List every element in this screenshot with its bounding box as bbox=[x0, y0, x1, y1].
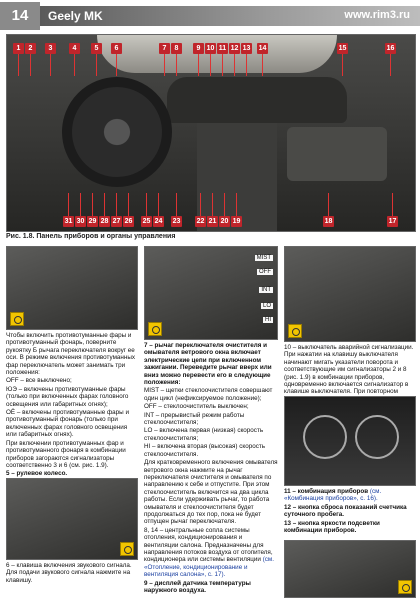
page-number: 14 bbox=[0, 2, 40, 30]
leader-line bbox=[80, 193, 81, 216]
glovebox bbox=[287, 127, 387, 181]
callout-29: 29 bbox=[88, 218, 97, 225]
para-fog-off: OFF – все выключено; bbox=[6, 377, 72, 385]
callout-20: 20 bbox=[220, 218, 229, 225]
callout-18: 18 bbox=[324, 218, 333, 225]
callout-28: 28 bbox=[100, 218, 109, 225]
leader-line bbox=[236, 193, 237, 216]
callout-1: 1 bbox=[13, 43, 24, 54]
para-fog-indicators: При включении противотуманных фар и противотуманного фонаря в комбинации приборов загораются сигнализаторы соответственно 3 и 6 (см. рис. 1.9). bbox=[6, 439, 126, 469]
para-vents bbox=[144, 527, 278, 579]
label-hi: HI bbox=[265, 317, 271, 323]
leader-line bbox=[68, 193, 69, 216]
leader-line bbox=[262, 54, 263, 76]
para-wiper-hi: HI – включена вторая (высокая) скорость стеклоочистителя. bbox=[144, 443, 266, 458]
callout-4: 4 bbox=[69, 43, 80, 54]
cluster-link[interactable]: (см. «Комбинация приборов», с. 16). bbox=[284, 488, 382, 503]
label-lo: LO bbox=[262, 303, 271, 309]
leader-line bbox=[234, 54, 235, 76]
leader-line bbox=[222, 54, 223, 76]
para-wiper-int: INT – прерывистый режим работы стеклоочистителя; bbox=[144, 411, 245, 427]
leader-line bbox=[198, 54, 199, 76]
leader-line bbox=[176, 54, 177, 76]
para-wiper-lever: 7 – рычаг переключателя очистителя и омывателя ветрового окна включает электрические цепи при включенном зажигании. Переведите рычаг вверх или вниз можно перевести его в следующие положения: bbox=[144, 342, 272, 387]
fog-light-switch-photo bbox=[6, 246, 138, 330]
center-console bbox=[197, 123, 277, 231]
callout-14: 14 bbox=[258, 45, 267, 52]
para-trip-reset: 12 – кнопка сброса показаний счетчика суточного пробега. bbox=[284, 503, 407, 519]
speedometer-gauge bbox=[355, 415, 399, 459]
callout-2: 2 bbox=[25, 43, 36, 54]
camera-icon bbox=[148, 322, 162, 336]
camera-icon bbox=[10, 312, 24, 326]
vents-link[interactable]: (см. «Отопление, кондиционирование и вентиляция салона», с. 17). bbox=[144, 556, 275, 579]
windshield bbox=[97, 35, 337, 73]
steering-wheel bbox=[62, 77, 172, 187]
para-washer: Для кратковременного включения омывателя ветрового окна нажмите на рычаг переключателя очистителя и омывателя по направлению к себе и отпустите. При этом стеклоочиститель включится на два цикла работы. Если удерживать рычаг, то работа омывателя и стеклоочистителя будет продолжаться до тех пор, пока не будет отпущен рычаг переключателя. bbox=[144, 459, 278, 526]
callout-12: 12 bbox=[230, 45, 239, 52]
callout-19: 19 bbox=[232, 218, 241, 225]
figure-caption: Рис. 1.8. Панель приборов и органы управления bbox=[6, 233, 176, 240]
label-int: INT bbox=[261, 287, 271, 293]
leader-line bbox=[104, 193, 105, 216]
para-fog-2: ОЁ – включены противотуманные фары и противотуманный фонарь (только при включенных фарах головного освещения или габаритных огнях). bbox=[6, 409, 129, 439]
text-column-3b bbox=[284, 488, 416, 535]
callout-21: 21 bbox=[208, 218, 217, 225]
para-steering-wheel: 5 – рулевое колесо. bbox=[6, 470, 68, 478]
leader-line bbox=[246, 54, 247, 76]
leader-line bbox=[164, 54, 165, 76]
dashboard-panel bbox=[167, 77, 347, 123]
para-fog-intro: Чтобы включить противотуманные фары и противотуманный фонарь, поверните рукоятку Б рычага переключателя вокруг ее оси. В режиме включения противотуманных фар переключатель может занимать три положения: bbox=[6, 332, 136, 377]
leader-line bbox=[200, 193, 201, 216]
leader-line bbox=[392, 193, 393, 216]
callout-27: 27 bbox=[112, 218, 121, 225]
callout-23: 23 bbox=[172, 218, 181, 225]
leader-line bbox=[74, 54, 75, 76]
callout-15: 15 bbox=[338, 45, 347, 52]
book-title: Geely MK bbox=[48, 9, 103, 23]
callout-30: 30 bbox=[76, 218, 85, 225]
para-temp-display: 9 – дисплей датчика температуры наружного воздуха. bbox=[144, 579, 251, 594]
text-column-1 bbox=[6, 332, 138, 479]
dashboard-photo bbox=[6, 34, 416, 232]
site-url: www.rim3.ru bbox=[344, 9, 410, 21]
camera-icon bbox=[120, 542, 134, 556]
leader-line bbox=[390, 54, 391, 76]
callout-22: 22 bbox=[196, 218, 205, 225]
callout-25: 25 bbox=[142, 218, 151, 225]
callout-31: 31 bbox=[64, 218, 73, 225]
callout-24: 24 bbox=[154, 218, 163, 225]
tachometer-gauge bbox=[303, 415, 347, 459]
camera-icon bbox=[288, 324, 302, 338]
callout-6: 6 bbox=[111, 43, 122, 54]
leader-line bbox=[30, 54, 31, 76]
label-off: OFF bbox=[259, 269, 271, 275]
hazard-switch-photo bbox=[284, 246, 416, 342]
text-column-2 bbox=[144, 342, 278, 595]
para-fog-1: ЮЭ – включены противотуманные фары (только при включенных фарах головного освещения или габаритных огнях); bbox=[6, 385, 129, 408]
callout-3: 3 bbox=[45, 43, 56, 54]
callout-9: 9 bbox=[193, 43, 204, 54]
callout-10: 10 bbox=[206, 45, 215, 52]
leader-line bbox=[176, 193, 177, 216]
para-wiper-mist: MIST – щетки стеклоочистителя совершают один цикл (нефиксируемое положение); bbox=[144, 387, 273, 402]
leader-line bbox=[146, 193, 147, 216]
leader-line bbox=[50, 54, 51, 76]
buttons-photo bbox=[284, 540, 416, 598]
cluster-text: 11 – комбинация приборов bbox=[284, 488, 369, 495]
vents-text: 8, 14 – центральные сопла системы отопления, кондиционирования и вентиляции салона. Предназначены для направления потоков воздуха от отопителя, кондиционера или системы вентиляции bbox=[144, 526, 273, 564]
para-horn: 6 – клавиша включения звукового сигнала. Для подачи звукового сигнала нажмите на клавишу. bbox=[6, 562, 132, 584]
leader-line bbox=[210, 54, 211, 76]
leader-line bbox=[116, 54, 117, 76]
leader-line bbox=[328, 193, 329, 216]
callout-11: 11 bbox=[218, 45, 227, 52]
leader-line bbox=[342, 54, 343, 76]
para-brightness: 13 – кнопка яркости подсветки комбинации приборов. bbox=[284, 519, 380, 535]
para-cluster bbox=[284, 488, 416, 503]
callout-7: 7 bbox=[159, 43, 170, 54]
para-hazard: 10 – выключатель аварийной сигнализации. При нажатии на клавишу выключателя начинают мигать указатели поворота и соответствующие им сигнализаторы 2 и 8 (рис. 1.9) в комбинации приборов, одновременно включается сигнализатор в клавише выключателя. При повторном bbox=[284, 344, 414, 396]
callout-16: 16 bbox=[386, 45, 395, 52]
callout-8: 8 bbox=[171, 43, 182, 54]
leader-line bbox=[158, 193, 159, 216]
leader-line bbox=[128, 193, 129, 216]
leader-line bbox=[212, 193, 213, 216]
text-horn bbox=[6, 562, 138, 585]
callout-5: 5 bbox=[91, 43, 102, 54]
page-header bbox=[0, 0, 420, 30]
camera-icon bbox=[398, 580, 412, 594]
instrument-cluster-photo bbox=[284, 396, 416, 486]
para-wiper-lo: LO – включена первая (низкая) скорость стеклоочистителя; bbox=[144, 427, 264, 442]
wiper-lever-photo bbox=[144, 246, 278, 340]
leader-line bbox=[92, 193, 93, 216]
callout-26: 26 bbox=[124, 218, 133, 225]
callout-13: 13 bbox=[242, 45, 251, 52]
leader-line bbox=[224, 193, 225, 216]
leader-line bbox=[116, 193, 117, 216]
callout-17: 17 bbox=[388, 218, 397, 225]
leader-line bbox=[18, 54, 19, 76]
leader-line bbox=[96, 54, 97, 76]
horn-photo bbox=[6, 478, 138, 560]
para-wiper-off: OFF – стеклоочиститель выключен; bbox=[144, 403, 249, 411]
label-mist: MIST bbox=[256, 255, 271, 261]
